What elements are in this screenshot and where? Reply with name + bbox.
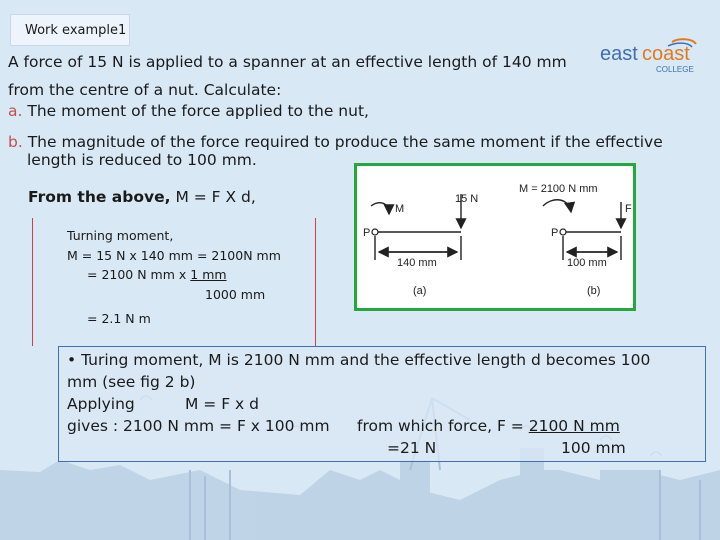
eastcoast-college-logo [596,36,706,80]
label-15N: 15 N [455,193,479,205]
logo-college-text: COLLEGE [656,65,694,74]
slide-title: Work example1 [10,14,130,46]
label-a: (a) [413,285,427,297]
label-P-right: P [551,227,559,239]
problem-intro [8,48,588,104]
formula-expression: M = F X d, [175,188,256,206]
calc-line-3: = 2100 N mm x 1 mm [87,267,227,282]
intro-line-2: from the centre of a nut. Calculate: [8,81,282,99]
calc-line-4: 1000 mm [205,286,266,302]
logo-east-text: east [600,43,638,65]
label-M2100: M = 2100 N mm [519,183,598,195]
label-F: F [625,203,632,215]
calculation-box [32,218,316,346]
question-b-letter: b. [8,133,23,151]
spanner-diagram [357,166,633,308]
formula-line [28,188,256,206]
part-b-result: =21 N [387,439,437,457]
part-b-denominator: 100 mm [561,439,626,457]
label-140mm: 140 mm [397,257,437,269]
part-b-solution-box [58,346,706,462]
part-b-line-4: gives : 2100 N mm = F x 100 mm from which force, F = 2100 N mm [67,417,620,435]
calc-line-5: = 2.1 N m [87,311,151,326]
question-a-text: The moment of the force applied to the nut, [27,102,369,120]
part-b-formula: M = F x d [185,395,259,413]
question-b-text-1: The magnitude of the force required to produce the same moment if the effective [27,133,663,151]
label-100mm: 100 mm [567,257,607,269]
spanner-figure [354,163,636,311]
label-b: (b) [587,285,601,297]
formula-lead: From the above, [28,188,171,206]
calc-line-1: Turning moment, [67,228,174,243]
part-b-line-1: • Turing moment, M is 2100 N mm and the effective length d becomes 100 [67,351,651,369]
part-b-force-expression: from which force, F = 2100 N mm [357,417,620,435]
question-a-letter: a. [8,102,23,120]
calc-line-2: M = 15 N x 140 mm = 2100N mm [67,247,281,263]
intro-line-1: A force of 15 N is applied to a spanner at an effective length of 140 mm [8,53,567,71]
label-M: M [395,203,405,215]
calc-numerator: 1 mm [190,267,227,282]
part-b-line-2: mm (see fig 2 b) [67,373,196,391]
label-P-left: P [363,227,371,239]
question-b-text-2: length is reduced to 100 mm. [27,151,257,169]
part-b-line-3: Applying M = F x d [67,395,259,413]
logo-coast-text: coast [642,43,690,65]
question-a [8,102,369,120]
part-b-line-5 [67,437,705,459]
